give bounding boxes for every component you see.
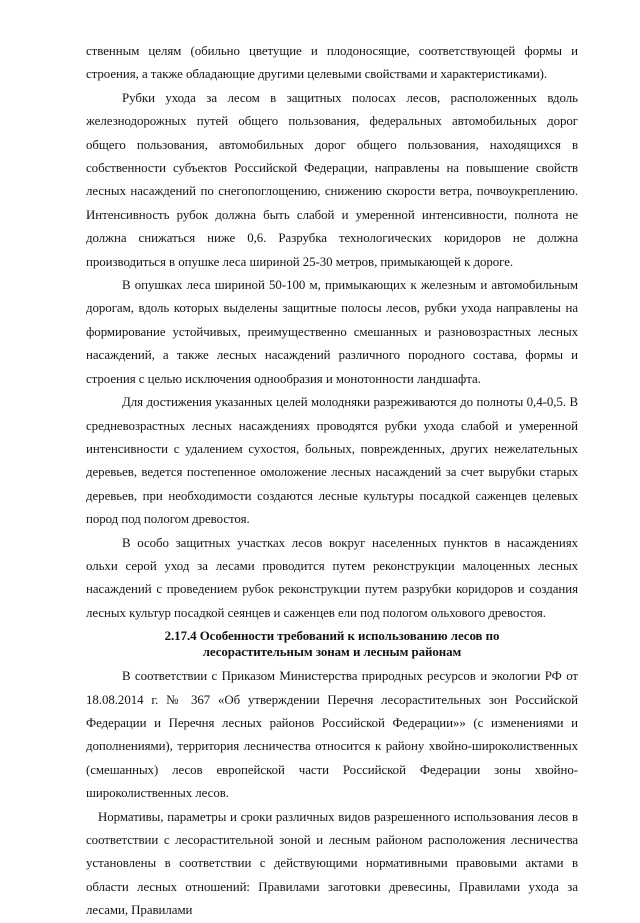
section-heading-line-1: 2.17.4 Особенности требований к использованию лесов по [164, 629, 500, 644]
paragraph-norms: Нормативы, параметры и сроки различных видов разрешенного использования лесов в соответствии с лесорастительной зоной и лесным районом расположения лесничества установлены в соответствии с действующими нормативными правовыми актами в области лесных отношений: Правилами заготовки древесины, Правилами ухода за лесами, Правилами [86, 809, 578, 918]
document-page [86, 40, 578, 923]
section-heading-line-2: лесорастительным зонам и лесным районам [202, 645, 462, 660]
paragraph-order-reference: В соответствии с Приказом Министерства природных ресурсов и экологии РФ от 18.08.2014 г. № 367 «Об утверждении Перечня лесорастительных зон Российской Федерации и Перечня лесных районов Российской Федерации»» (с изменениями и дополнениями), территория лесничества относится к району хвойно-широколиственных (смешанных) лесов европейской части Российской Федерации зоны хвойно-широколиственных лесов. [86, 669, 578, 801]
section-heading [86, 628, 578, 660]
paragraph-forest-edges: В опушках леса шириной 50-100 м, примыкающих к железным и автомобильным дорогам, вдоль которых выделены защитные полосы лесов, рубки ухода направлены на формирование устойчивых, преимущественно смешанных и разновозрастных лесных насаждений, а также лесных насаждений различного породного состава, формы и строения с целью исключения однообразия и монотонности ландшафта. [86, 278, 578, 386]
paragraph-thinning-goals: Для достижения указанных целей молодняки разреживаются до полноты 0,4-0,5. В средневозрастных лесных насаждениях проводятся рубки ухода слабой и умеренной интенсивности с удалением сухостоя, больных, поврежденных, других нежелательных деревьев, ведется постепенное омоложение лесных насаждений за счет вырубки старых деревьев, при необходимости создаются лесные культуры посадкой саженцев целевых пород под пологом древостоя. [86, 395, 578, 527]
paragraph-special-protection: В особо защитных участках лесов вокруг населенных пунктов в насаждениях ольхи серой уход за лесами проводится путем реконструкции малоценных лесных насаждений с проведением рубок реконструкции путем разрубки коридоров и создания лесных культур посадкой сеянцев и саженцев ели под пологом ольхового древостоя. [86, 535, 578, 620]
paragraph-protective-strips: Рубки ухода за лесом в защитных полосах лесов, расположенных вдоль железнодорожных путей общего пользования, федеральных автомобильных дорог общего пользования, автомобильных дорог общего пользования, находящихся в собственности субъектов Российской Федерации, направлены на повышение свойств лесных насаждений по снегопоглощению, снижению скорости ветра, почвоукреплению. Интенсивность рубок должна быть слабой и умеренной интенсивности, полнота не должна снижаться ниже 0,6. Разрубка технологических коридоров не должна производиться в опушке леса шириной 25-30 метров, примыкающей к дороге. [86, 90, 578, 269]
paragraph-continuation: ственным целям (обильно цветущие и плодоносящие, соответствующей формы и строения, а также обладающие другими целевыми свойствами и характеристиками). [86, 44, 578, 82]
